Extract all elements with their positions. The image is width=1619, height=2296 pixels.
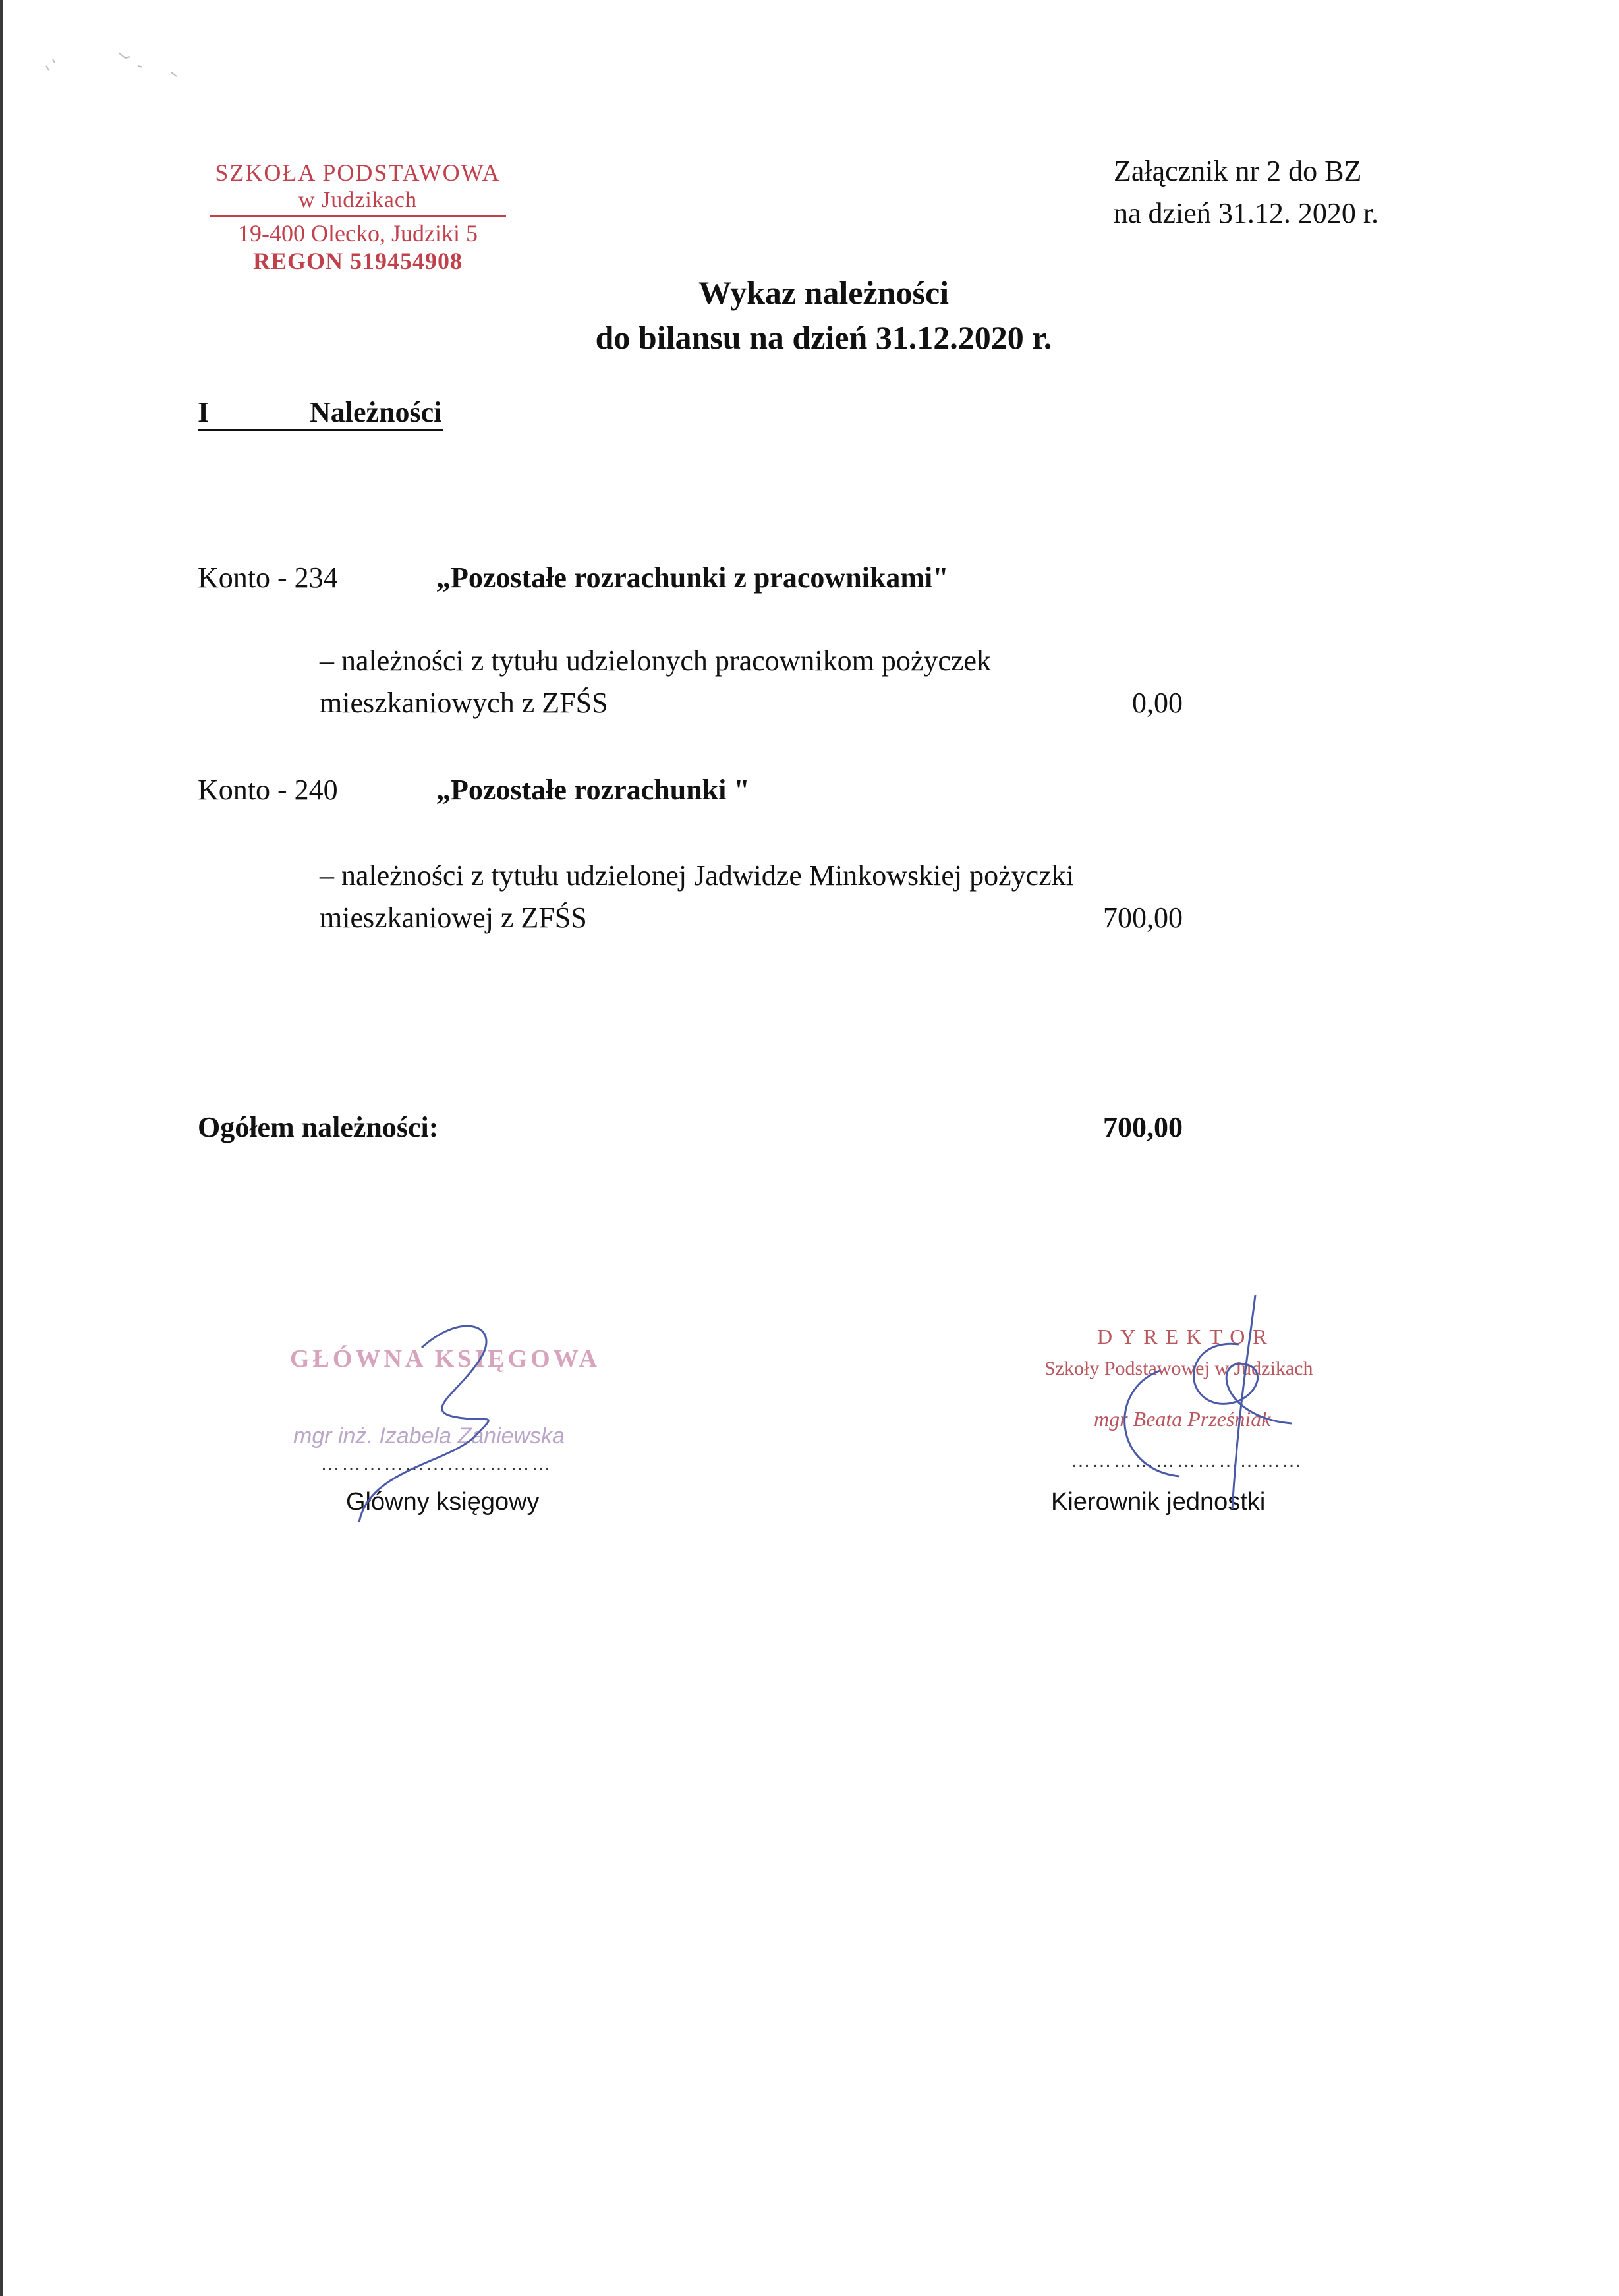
account-description-line-2: mieszkaniowych z ZFŚS	[320, 687, 608, 719]
signature-line: ……………………………	[1071, 1450, 1303, 1472]
chief-accountant-label: Główny księgowy	[346, 1488, 540, 1516]
signature-line: ……………………………	[320, 1453, 552, 1475]
director-stamp-name: mgr Beata Prześniak	[1094, 1407, 1271, 1431]
section-number: I	[198, 395, 310, 431]
stamp-address: 19-400 Olecko, Judziki 5	[238, 220, 478, 246]
account-description-line-1: – należności z tytułu udzielonych pracownikom pożyczek	[320, 645, 991, 677]
chief-accountant-stamp-title: GŁÓWNA KSIĘGOWA	[290, 1345, 600, 1373]
account-number: Konto - 240	[198, 774, 338, 806]
document-title	[461, 270, 1186, 360]
stamp-school-name: SZKOŁA PODSTAWOWA	[215, 159, 501, 186]
account-title: „Pozostałe rozrachunki "	[436, 774, 750, 806]
account-description-line-2: mieszkaniowej z ZFŚS	[320, 902, 587, 934]
title-line-1: Wykaz należności	[698, 274, 950, 311]
stamp-location: w Judzikach	[298, 188, 417, 212]
scan-specks	[40, 46, 191, 86]
director-stamp-school: Szkoły Podstawowej w Judzikach	[1044, 1358, 1313, 1379]
section-name: Należności	[310, 395, 443, 431]
account-description-line-1: – należności z tytułu udzielonej Jadwidze Minkowskiej pożyczki	[320, 859, 1074, 892]
page-edge	[0, 0, 3, 2296]
director-label: Kierownik jednostki	[1051, 1488, 1266, 1516]
annex-note	[1114, 150, 1378, 235]
account-amount: 0,00	[1132, 687, 1183, 719]
stamp-rule	[210, 215, 506, 217]
chief-accountant-stamp-name: mgr inż. Izabela Zaniewska	[293, 1423, 565, 1449]
director-stamp-title: DYREKTOR	[1097, 1325, 1275, 1348]
total-amount: 700,00	[1103, 1111, 1183, 1143]
title-line-2: do bilansu na dzień 31.12.2020 r.	[595, 319, 1052, 356]
total-label: Ogółem należności:	[198, 1111, 439, 1143]
annex-line-2: na dzień 31.12. 2020 r.	[1114, 197, 1379, 229]
annex-line-1: Załącznik nr 2 do BZ	[1114, 155, 1362, 187]
account-title: „Pozostałe rozrachunki z pracownikami"	[436, 561, 949, 594]
school-stamp	[210, 158, 506, 275]
account-amount: 700,00	[1103, 902, 1183, 934]
section-heading	[198, 395, 443, 431]
stamp-regon: REGON 519454908	[252, 248, 463, 274]
account-number: Konto - 234	[198, 561, 338, 594]
